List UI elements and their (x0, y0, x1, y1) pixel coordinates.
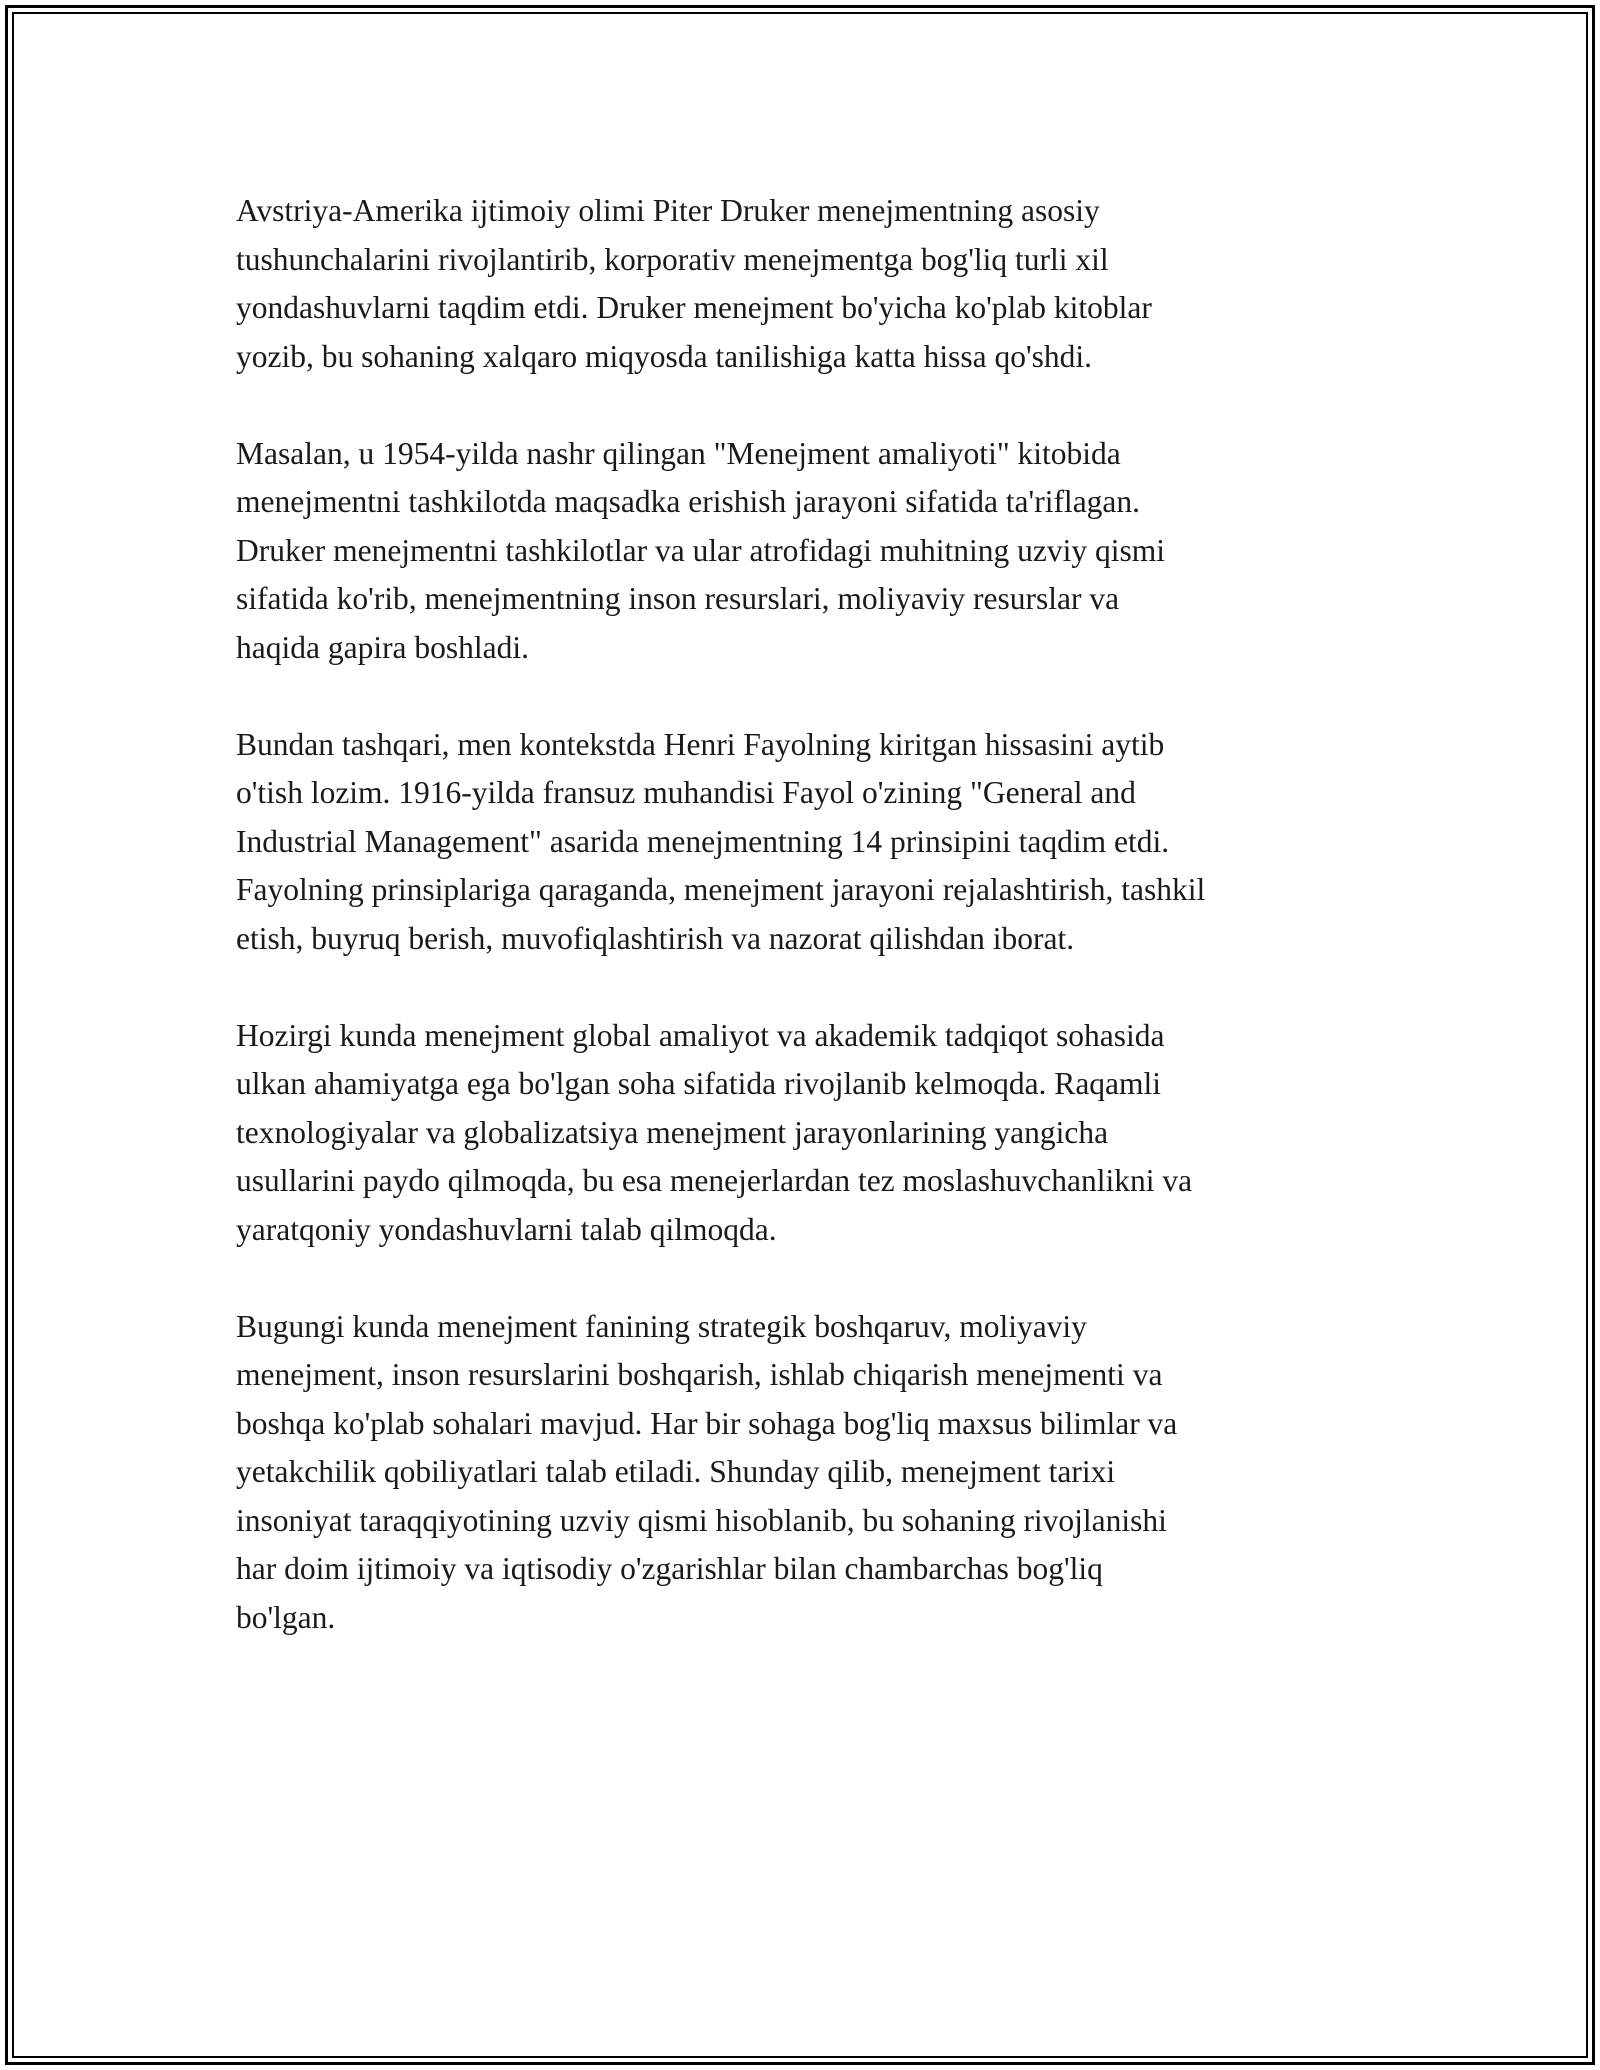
text-line: ulkan ahamiyatga ega bo'lgan soha sifatida rivojlanib kelmoqda. Raqamli (236, 1066, 1162, 1101)
text-line: o'tish lozim. 1916-yilda fransuz muhandisi Fayol o'zining "General and (236, 775, 1136, 810)
text-line: yozib, bu sohaning xalqaro miqyosda tanilishiga katta hissa qo'shdi. (236, 338, 1093, 374)
paragraph-druker-intro (236, 187, 1376, 381)
text-line: Avstriya-Amerika ijtimoiy olimi Piter Druker menejmentning asosiy (236, 193, 1100, 228)
text-line: usullarini paydo qilmoqda, bu esa menejerlardan tez moslashuvchanlikni va (236, 1163, 1193, 1198)
text-line: Druker menejmentni tashkilotlar va ular atrofidagi muhitning uzviy qismi (236, 532, 1166, 568)
text-line: Bundan tashqari, men kontekstda Henri Fayolning kiritgan hissasini aytib (236, 726, 1165, 762)
document-body (236, 187, 1376, 1691)
text-line: bo'lgan. (236, 1599, 336, 1635)
text-line: sifatida ko'rib, menejmentning inson resurslari, moliyaviy resurslar va (236, 581, 1120, 616)
text-line: texnologiyalar va globalizatsiya menejment jarayonlarining yangicha (236, 1114, 1109, 1150)
paragraph-druker-book (236, 430, 1376, 673)
text-line: Fayolning prinsiplariga qaraganda, menejment jarayoni rejalashtirish, tashkil (236, 872, 1206, 907)
text-line: yetakchilik qobiliyatlari talab etiladi. Shunday qilib, menejment tarixi (236, 1454, 1116, 1489)
text-line: Industrial Management" asarida menejmentning 14 prinsipini taqdim etdi. (236, 823, 1170, 859)
text-line: Bugungi kunda menejment fanining strategik boshqaruv, moliyaviy (236, 1308, 1087, 1344)
text-line: Masalan, u 1954-yilda nashr qilingan "Menejment amaliyoti" kitobida (236, 435, 1121, 471)
text-line: haqida gapira boshladi. (236, 629, 530, 665)
text-line: har doim ijtimoiy va iqtisodiy o'zgarishlar bilan chambarchas bog'liq (236, 1551, 1103, 1586)
text-line: yondashuvlarni taqdim etdi. Druker menejment bo'yicha ko'plab kitoblar (236, 290, 1152, 325)
text-line: menejment, inson resurslarini boshqarish, ishlab chiqarish menejmenti va (236, 1357, 1163, 1392)
text-line: Hozirgi kunda menejment global amaliyot va akademik tadqiqot sohasida (236, 1017, 1165, 1053)
paragraph-fayol (236, 721, 1376, 964)
text-line: tushunchalarini rivojlantirib, korporativ menejmentga bog'liq turli xil (236, 241, 1109, 277)
paragraph-modern-management (236, 1012, 1376, 1255)
text-line: yaratqoniy yondashuvlarni talab qilmoqda. (236, 1211, 777, 1247)
text-line: insoniyat taraqqiyotining uzviy qismi hisoblanib, bu sohaning rivojlanishi (236, 1502, 1167, 1538)
text-line: boshqa ko'plab sohalari mavjud. Har bir sohaga bog'liq maxsus bilimlar va (236, 1405, 1178, 1441)
paragraph-management-fields (236, 1303, 1376, 1643)
text-line: menejmentni tashkilotda maqsadka erishish jarayoni sifatida ta'riflagan. (236, 484, 1141, 519)
text-line: etish, buyruq berish, muvofiqlashtirish va nazorat qilishdan iborat. (236, 920, 1075, 956)
